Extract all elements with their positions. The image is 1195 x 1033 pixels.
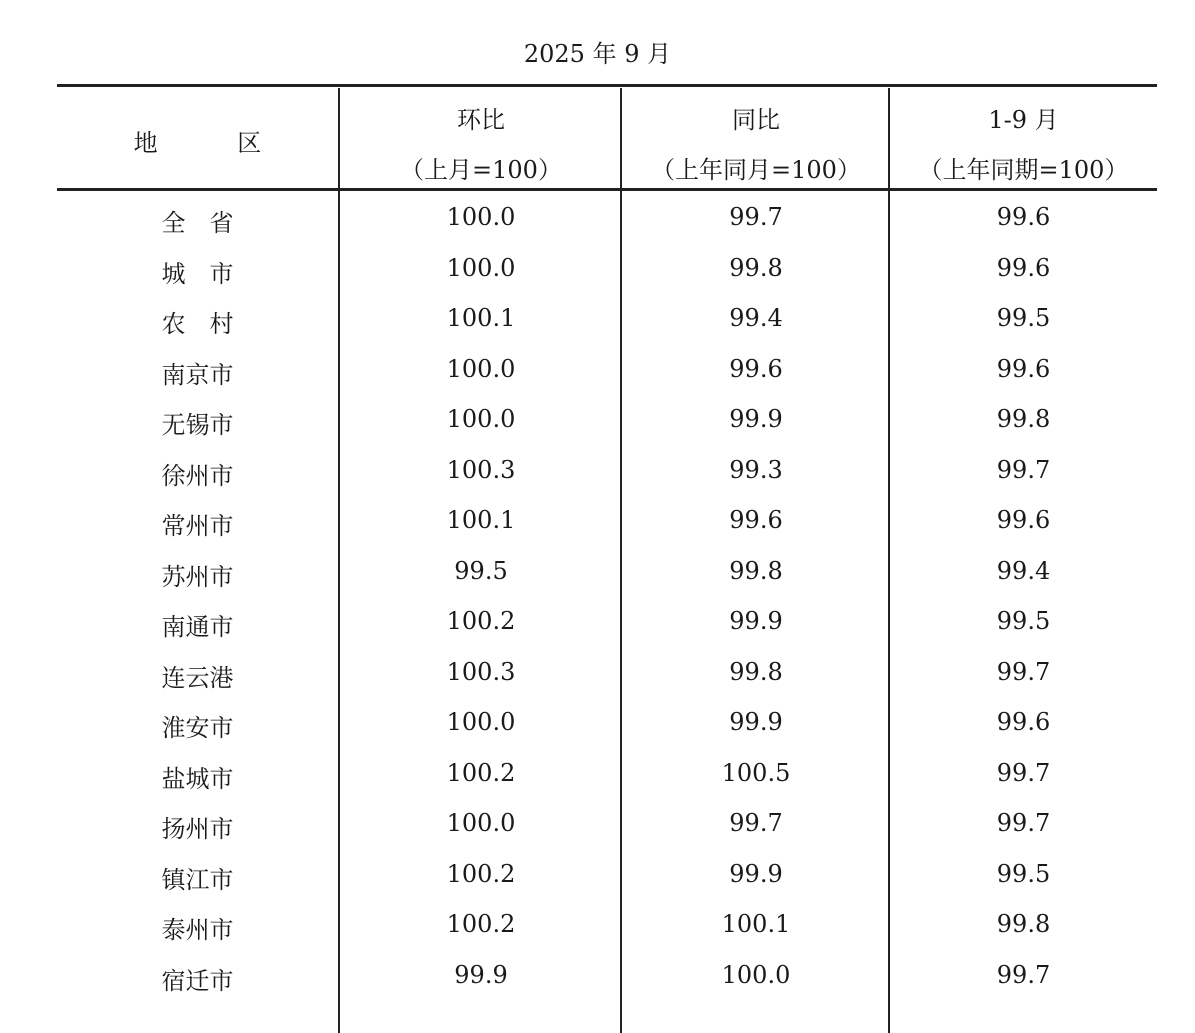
ytd-cell: 99.7 <box>996 455 1051 484</box>
table-row <box>57 395 1157 446</box>
region-cell: 泰州市 <box>161 916 234 944</box>
yoy-cell: 99.9 <box>729 859 783 888</box>
region-cell: 徐州市 <box>161 461 234 490</box>
ytd-cell: 99.6 <box>996 253 1051 282</box>
ytd-cell: 99.8 <box>996 405 1051 433</box>
header-yoy-base: （上年同月=100） <box>651 156 861 184</box>
mom-cell: 100.1 <box>446 506 516 534</box>
table-row <box>57 547 1157 598</box>
header-mom-title: 环比 <box>457 106 505 134</box>
mom-cell: 100.3 <box>446 455 516 484</box>
header-region <box>57 88 338 192</box>
region-cell: 宿迁市 <box>161 966 234 995</box>
yoy-cell: 99.8 <box>729 556 783 585</box>
yoy-cell: 99.9 <box>729 607 783 635</box>
table-row <box>57 749 1157 800</box>
table-row <box>57 597 1157 648</box>
ytd-cell: 99.7 <box>996 758 1051 787</box>
mom-cell: 100.0 <box>446 708 516 736</box>
ytd-cell: 99.4 <box>996 556 1051 585</box>
table-row <box>57 244 1157 295</box>
table-row <box>57 850 1157 901</box>
ytd-cell: 99.7 <box>996 960 1051 989</box>
table-row <box>57 294 1157 345</box>
ytd-cell: 99.8 <box>996 910 1051 938</box>
yoy-cell: 99.9 <box>729 405 783 433</box>
table-row <box>57 496 1157 547</box>
region-cell: 南京市 <box>161 360 234 389</box>
yoy-cell: 99.6 <box>729 506 783 534</box>
yoy-cell: 99.6 <box>729 354 783 383</box>
mom-cell: 100.1 <box>446 304 516 332</box>
table-row <box>57 446 1157 497</box>
mom-cell: 100.2 <box>446 910 516 938</box>
ytd-cell: 99.6 <box>996 354 1051 383</box>
ytd-cell: 99.6 <box>996 203 1051 231</box>
ytd-cell: 99.5 <box>996 607 1051 635</box>
mom-cell: 100.0 <box>446 203 516 231</box>
region-cell: 城市 <box>161 259 258 288</box>
table-row <box>57 648 1157 699</box>
yoy-cell: 99.8 <box>729 657 783 686</box>
header-mom <box>340 88 622 192</box>
region-cell: 淮安市 <box>161 714 234 742</box>
region-cell: 扬州市 <box>161 815 234 843</box>
yoy-cell: 99.4 <box>729 304 783 332</box>
yoy-cell: 99.7 <box>729 203 783 231</box>
table-row <box>57 900 1157 951</box>
region-cell: 镇江市 <box>161 865 234 894</box>
table-row <box>57 698 1157 749</box>
ytd-cell: 99.7 <box>996 657 1051 686</box>
header-ytd <box>890 88 1157 192</box>
header-yoy-title: 同比 <box>732 106 780 134</box>
table-row <box>57 951 1157 1002</box>
header-yoy <box>622 88 890 192</box>
ytd-cell: 99.7 <box>996 809 1051 837</box>
mom-cell: 100.2 <box>446 859 516 888</box>
header-ytd-title: 1-9 月 <box>988 106 1059 134</box>
region-cell: 连云港 <box>161 663 234 692</box>
table-title: 2025 年 9 月 <box>523 40 672 68</box>
table-row <box>57 345 1157 396</box>
ytd-cell: 99.6 <box>996 506 1051 534</box>
header-ytd-base: （上年同期=100） <box>918 156 1129 184</box>
yoy-cell: 100.0 <box>721 960 791 989</box>
region-cell: 盐城市 <box>161 764 234 793</box>
yoy-cell: 99.8 <box>729 253 783 282</box>
header-mom-base: （上月=100） <box>400 156 562 184</box>
header-region-label: 地 区 <box>133 128 298 157</box>
mom-cell: 100.3 <box>446 657 516 686</box>
ytd-cell: 99.5 <box>996 859 1051 888</box>
price-index-table <box>57 84 1157 1033</box>
mom-cell: 100.0 <box>446 809 516 837</box>
table-top-rule <box>57 84 1157 87</box>
mom-cell: 99.5 <box>454 556 508 585</box>
region-cell: 苏州市 <box>161 562 234 591</box>
mom-cell: 100.2 <box>446 758 516 787</box>
mom-cell: 100.0 <box>446 354 516 383</box>
region-cell: 南通市 <box>161 613 234 641</box>
mom-cell: 100.0 <box>446 253 516 282</box>
table-body <box>57 193 1157 1001</box>
yoy-cell: 99.3 <box>729 455 783 484</box>
table-row <box>57 193 1157 244</box>
yoy-cell: 100.5 <box>721 758 791 787</box>
mom-cell: 99.9 <box>454 960 508 989</box>
region-cell: 无锡市 <box>161 411 234 439</box>
ytd-cell: 99.5 <box>996 304 1051 332</box>
region-cell: 常州市 <box>161 512 234 540</box>
mom-cell: 100.2 <box>446 607 516 635</box>
yoy-cell: 99.9 <box>729 708 783 736</box>
region-cell: 全省 <box>161 209 258 237</box>
yoy-cell: 100.1 <box>721 910 791 938</box>
region-cell: 农村 <box>161 310 258 338</box>
ytd-cell: 99.6 <box>996 708 1051 736</box>
table-row <box>57 799 1157 850</box>
mom-cell: 100.0 <box>446 405 516 433</box>
yoy-cell: 99.7 <box>729 809 783 837</box>
